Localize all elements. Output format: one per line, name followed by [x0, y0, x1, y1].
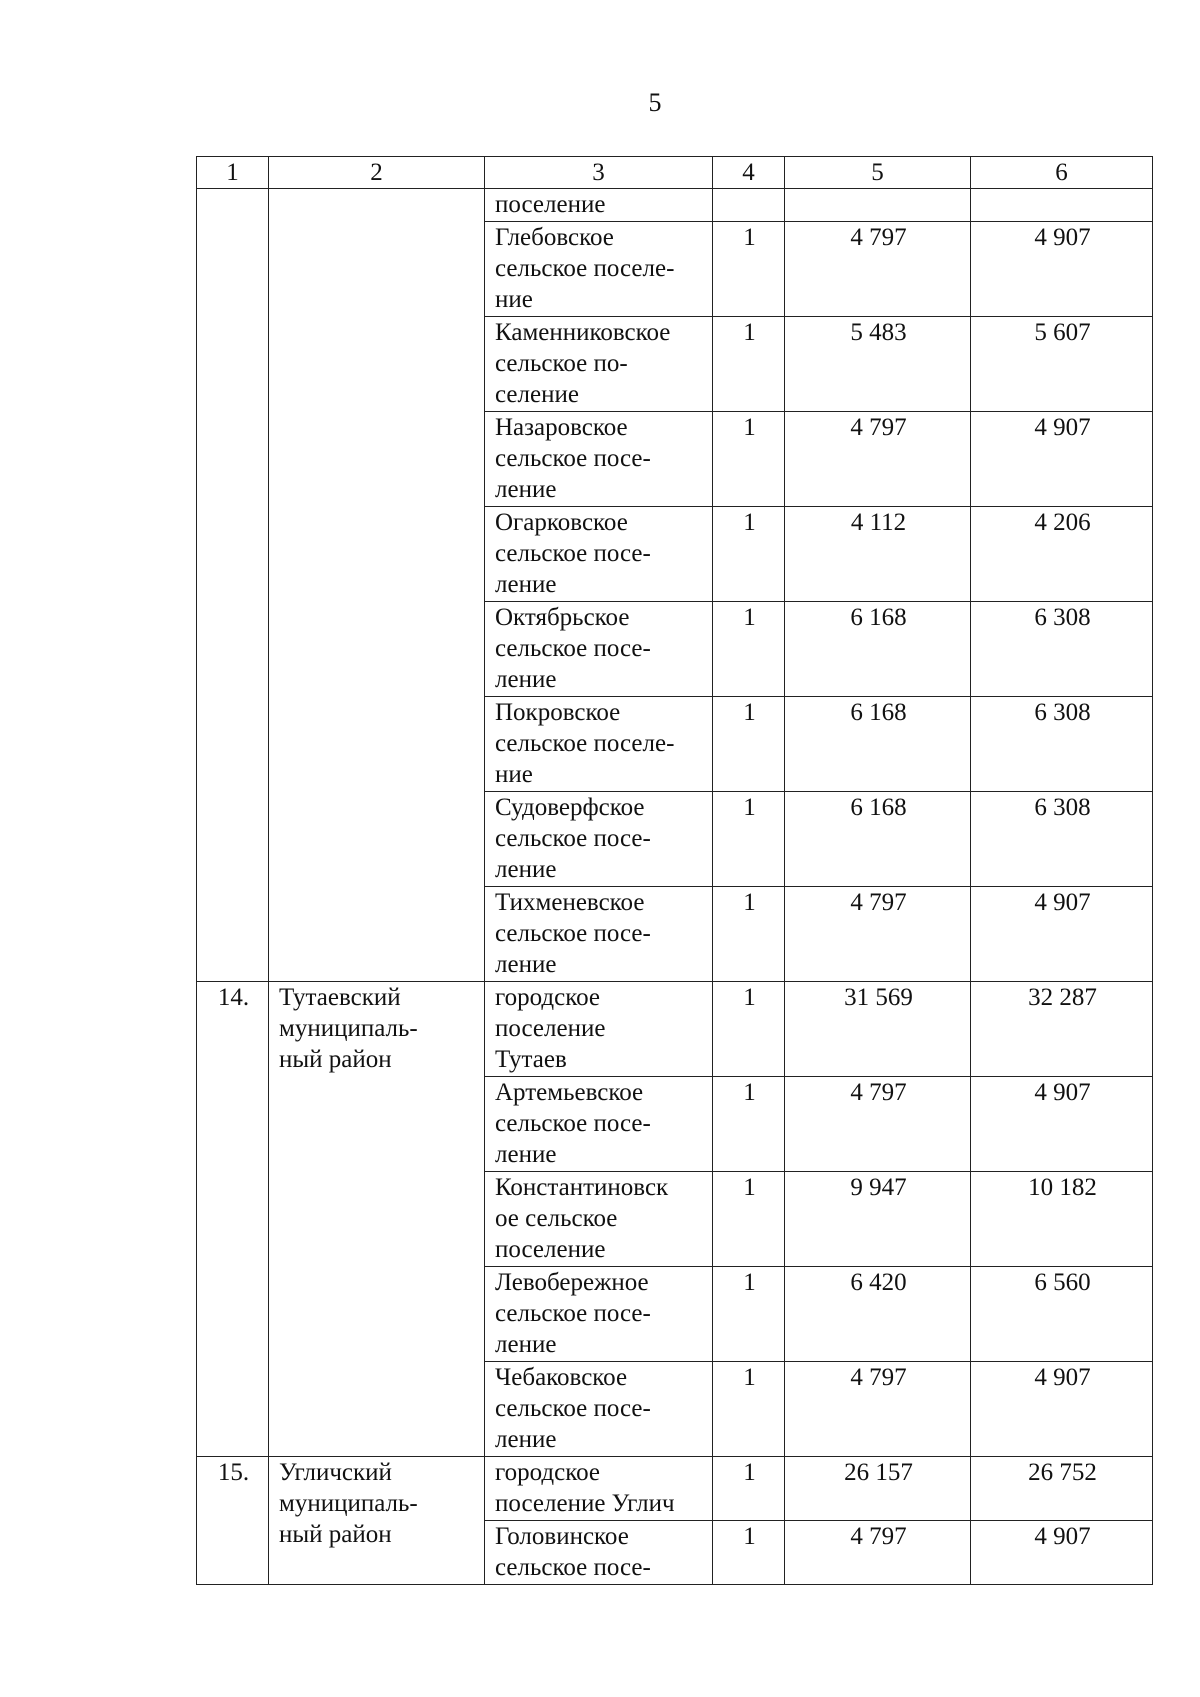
- value-col6: 26 752: [971, 1457, 1153, 1521]
- value-col5: 6 168: [785, 697, 971, 792]
- settlement-name: Головинское сельское посе-: [485, 1521, 713, 1585]
- value-col6: 10 182: [971, 1172, 1153, 1267]
- column-header: 5: [785, 157, 971, 189]
- settlement-count: 1: [713, 982, 785, 1077]
- column-header: 6: [971, 157, 1153, 189]
- settlement-count: 1: [713, 317, 785, 412]
- value-col6: [971, 189, 1153, 222]
- table-row: [197, 1457, 1153, 1521]
- settlement-name: Чебаковское сельское посе- ление: [485, 1362, 713, 1457]
- settlement-count: 1: [713, 1077, 785, 1172]
- table-row: [197, 982, 1153, 1077]
- allocation-table: [196, 156, 1153, 1585]
- table-row: [197, 189, 1153, 222]
- value-col6: 4 907: [971, 412, 1153, 507]
- settlement-count: 1: [713, 1172, 785, 1267]
- district-number: 15.: [197, 1457, 269, 1585]
- value-col5: 4 797: [785, 222, 971, 317]
- settlement-count: [713, 189, 785, 222]
- value-col6: 4 907: [971, 222, 1153, 317]
- value-col5: 4 797: [785, 887, 971, 982]
- value-col6: 4 907: [971, 1077, 1153, 1172]
- column-header: 2: [269, 157, 485, 189]
- value-col6: 4 907: [971, 1362, 1153, 1457]
- settlement-count: 1: [713, 602, 785, 697]
- settlement-count: 1: [713, 1457, 785, 1521]
- district-number: [197, 189, 269, 982]
- settlement-name: городское поселение Углич: [485, 1457, 713, 1521]
- value-col5: 26 157: [785, 1457, 971, 1521]
- value-col5: 31 569: [785, 982, 971, 1077]
- value-col5: 9 947: [785, 1172, 971, 1267]
- settlement-name: Константиновск ое сельское поселение: [485, 1172, 713, 1267]
- value-col5: 4 797: [785, 1077, 971, 1172]
- settlement-count: 1: [713, 1362, 785, 1457]
- settlement-name: Левобережное сельское посе- ление: [485, 1267, 713, 1362]
- settlement-count: 1: [713, 222, 785, 317]
- value-col6: 4 907: [971, 887, 1153, 982]
- settlement-count: 1: [713, 697, 785, 792]
- column-header: 3: [485, 157, 713, 189]
- value-col6: 4 206: [971, 507, 1153, 602]
- district-name: Угличский муниципаль- ный район: [269, 1457, 485, 1585]
- settlement-count: 1: [713, 412, 785, 507]
- district-name: Тутаевский муниципаль- ный район: [269, 982, 485, 1457]
- settlement-name: Назаровское сельское посе- ление: [485, 412, 713, 507]
- page-number: 5: [648, 88, 662, 117]
- settlement-count: 1: [713, 1521, 785, 1585]
- column-number-row: [197, 157, 1153, 189]
- settlement-count: 1: [713, 887, 785, 982]
- value-col6: 32 287: [971, 982, 1153, 1077]
- value-col6: 6 308: [971, 602, 1153, 697]
- value-col5: 6 168: [785, 792, 971, 887]
- value-col5: 5 483: [785, 317, 971, 412]
- settlement-count: 1: [713, 1267, 785, 1362]
- settlement-name: Октябрьское сельское посе- ление: [485, 602, 713, 697]
- value-col5: 6 168: [785, 602, 971, 697]
- settlement-name: поселение: [485, 189, 713, 222]
- column-header: 4: [713, 157, 785, 189]
- value-col5: [785, 189, 971, 222]
- value-col5: 6 420: [785, 1267, 971, 1362]
- value-col6: 6 308: [971, 792, 1153, 887]
- settlement-name: городское поселение Тутаев: [485, 982, 713, 1077]
- settlement-count: 1: [713, 507, 785, 602]
- value-col5: 4 797: [785, 1362, 971, 1457]
- settlement-count: 1: [713, 792, 785, 887]
- settlement-name: Глебовское сельское поселе- ние: [485, 222, 713, 317]
- settlement-name: Огарковское сельское посе- ление: [485, 507, 713, 602]
- column-header: 1: [197, 157, 269, 189]
- value-col6: 5 607: [971, 317, 1153, 412]
- value-col6: 6 308: [971, 697, 1153, 792]
- district-number: 14.: [197, 982, 269, 1457]
- value-col5: 4 797: [785, 412, 971, 507]
- district-name: [269, 189, 485, 982]
- settlement-name: Каменниковское сельское по- селение: [485, 317, 713, 412]
- settlement-name: Тихменевское сельское посе- ление: [485, 887, 713, 982]
- settlement-name: Артемьевское сельское посе- ление: [485, 1077, 713, 1172]
- value-col5: 4 797: [785, 1521, 971, 1585]
- settlement-name: Покровское сельское поселе- ние: [485, 697, 713, 792]
- settlement-name: Судоверфское сельское посе- ление: [485, 792, 713, 887]
- value-col6: 6 560: [971, 1267, 1153, 1362]
- value-col6: 4 907: [971, 1521, 1153, 1585]
- value-col5: 4 112: [785, 507, 971, 602]
